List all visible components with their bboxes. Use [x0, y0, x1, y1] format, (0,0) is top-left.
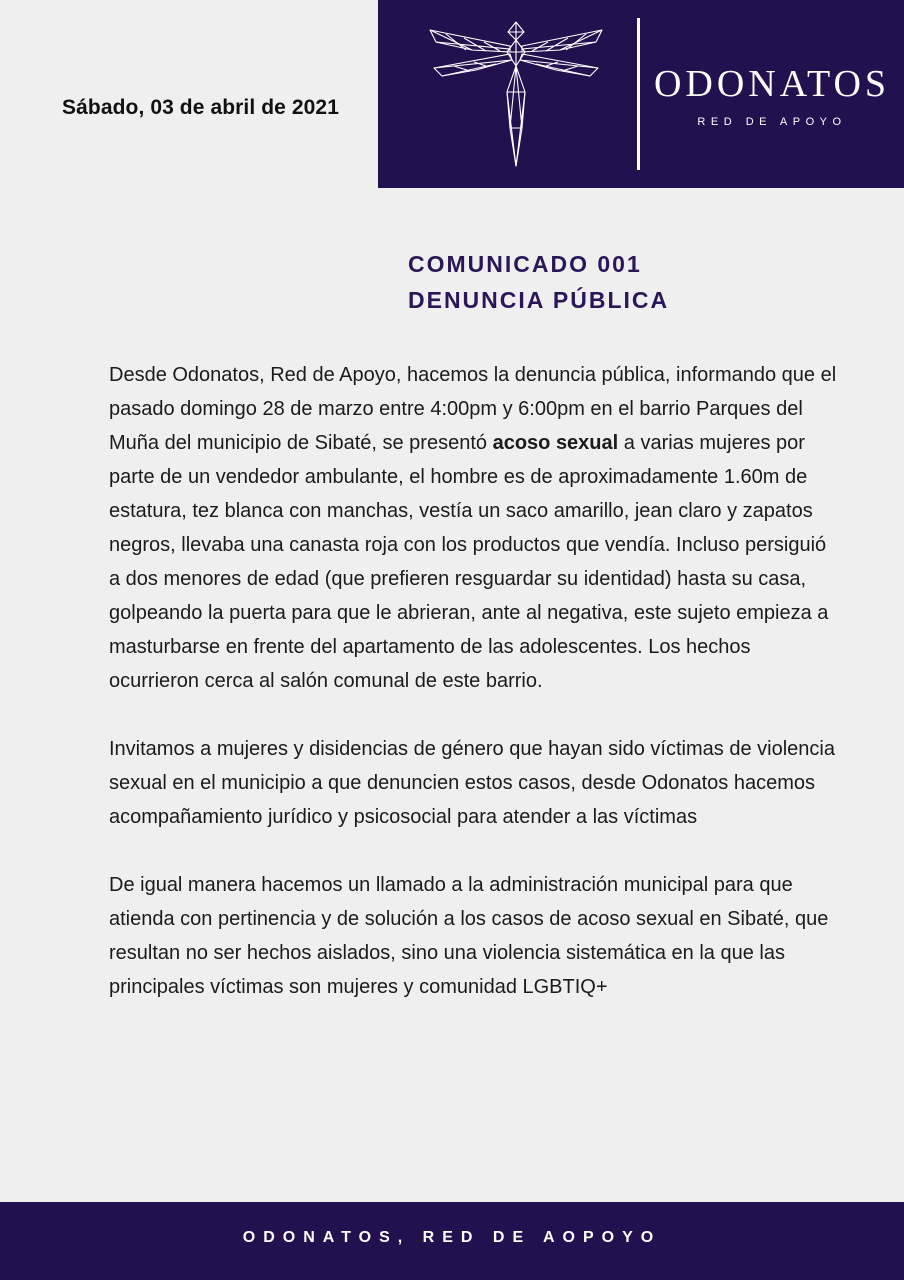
brand-name: ODONATOS [653, 63, 891, 105]
paragraph-1-text-start: Desde Odonatos, Red de Apoyo, hacemos la denuncia pública, informando que el pasado domingo 28 de marzo entre 4:00pm y 6:00pm en el barrio Parques del Muña del municipio de Sibaté, se presentó [109, 364, 837, 454]
brand-tagline: RED DE APOYO [697, 116, 847, 128]
logo-divider [637, 18, 640, 170]
body-paragraph-1 [109, 358, 839, 698]
paragraph-1-highlight: acoso sexual [492, 432, 619, 454]
footer-text: ODONATOS, RED DE AOPOYO [242, 1229, 662, 1246]
document-date: Sábado, 03 de abril de 2021 [62, 96, 339, 119]
footer-bar [0, 1202, 904, 1280]
title-line-denuncia: DENUNCIA PÚBLICA [408, 287, 670, 313]
dragonfly-icon [426, 20, 606, 170]
body-paragraph-3: De igual manera hacemos un llamado a la administración municipal para que atienda con pertinencia y de solución a los casos de acoso sexual en Sibaté, que resultan no ser hechos aislados, sino una violencia sistemática en la que las principales víctimas son mujeres y comunidad LGBTIQ+ [109, 874, 829, 998]
document-body [109, 358, 839, 1004]
title-line-communique: COMUNICADO 001 [408, 251, 642, 277]
paragraph-1-text-end: a varias mujeres por parte de un vendedor ambulante, el hombre es de aproximadamente 1.60m de estatura, tez blanca con manchas, vestía un saco amarillo, jean claro y zapatos negros, llevaba una canasta roja con los productos que vendía. Incluso persiguió a dos menores de edad (que prefieren resguardar su identidad) hasta su casa, golpeando la puerta para que le abrieran, ante al negativa, este sujeto empieza a masturbarse en frente del apartamento de las adolescentes. Los hechos ocurrieron cerca al salón comunal de este barrio. [109, 432, 829, 692]
body-paragraph-2: Invitamos a mujeres y disidencias de género que hayan sido víctimas de violencia sexual en el municipio a que denuncien estos casos, desde Odonatos hacemos acompañamiento jurídico y psicosocial para atender a las víctimas [109, 738, 835, 828]
document-title [408, 246, 669, 318]
brand-header [378, 0, 904, 188]
